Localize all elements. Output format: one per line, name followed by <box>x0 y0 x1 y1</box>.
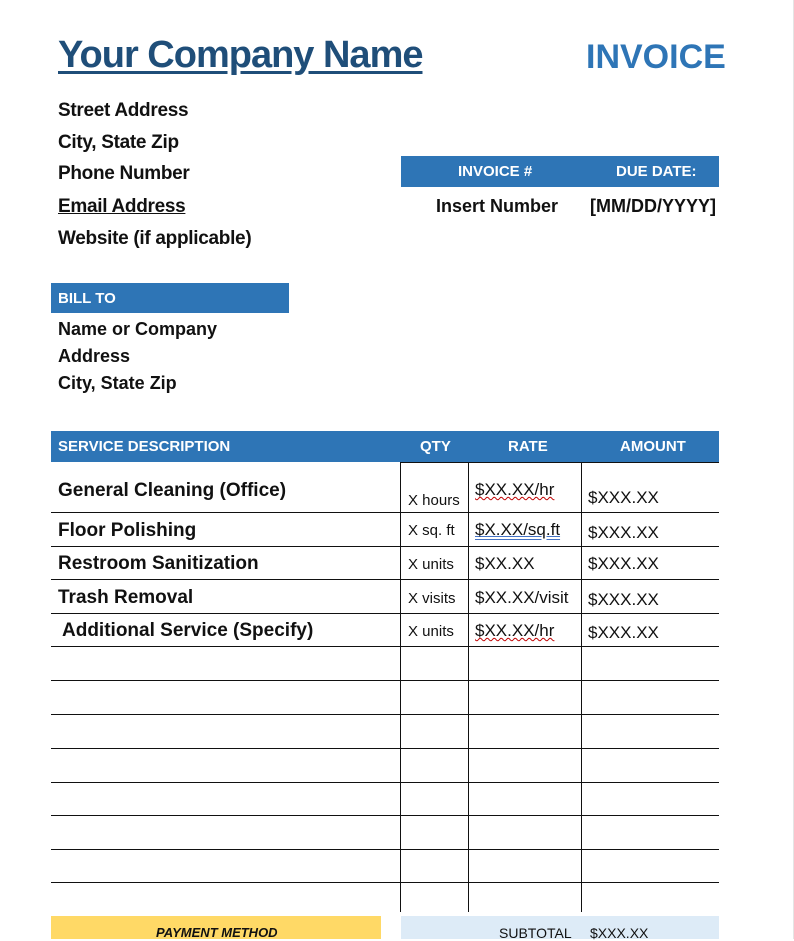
invoice-number-value: Insert Number <box>436 196 559 216</box>
bill-to-address: Address <box>58 346 131 366</box>
header-rate: RATE <box>508 438 548 455</box>
bill-to-bar <box>51 283 289 313</box>
website: Website (if applicable) <box>58 228 252 249</box>
row-3-qty: X units <box>408 556 454 573</box>
payment-method-label: PAYMENT METHOD <box>156 925 278 940</box>
subtotal-bar <box>401 916 719 939</box>
invoice-title: INVOICE <box>586 38 726 76</box>
city-state-zip: City, State Zip <box>58 132 179 153</box>
company-name: Your Company Name <box>58 34 423 76</box>
header-amount: AMOUNT <box>620 438 686 455</box>
due-date-value: [MM/DD/YYYY] <box>590 196 716 216</box>
row-1-description: General Cleaning (Office) <box>58 480 287 501</box>
column-divider <box>581 462 582 912</box>
row-divider <box>51 546 719 547</box>
row-divider <box>51 748 719 749</box>
row-divider <box>51 512 719 513</box>
row-3-rate: $XX.XX <box>475 554 535 573</box>
row-divider <box>400 462 719 463</box>
row-divider <box>51 613 719 614</box>
row-2-rate: $X.XX/sq.ft <box>475 520 561 539</box>
row-divider <box>51 782 719 783</box>
row-divider <box>51 849 719 850</box>
row-divider <box>51 680 719 681</box>
row-1-amount: $XXX.XX <box>588 488 659 507</box>
service-table <box>51 462 719 912</box>
row-3-description: Restroom Sanitization <box>58 553 259 574</box>
row-3-amount: $XXX.XX <box>588 554 659 573</box>
row-5-amount: $XXX.XX <box>588 623 659 642</box>
row-divider <box>51 882 719 883</box>
row-5-rate: $XX.XX/hr <box>475 621 555 640</box>
bill-to-label: BILL TO <box>58 290 116 307</box>
row-5-description: Additional Service (Specify) <box>62 620 314 641</box>
email-address-link[interactable]: Email Address <box>58 196 186 217</box>
row-4-description: Trash Removal <box>58 587 194 608</box>
subtotal-label: SUBTOTAL <box>499 925 572 941</box>
row-1-rate: $XX.XX/hr <box>475 480 555 499</box>
payment-method-bar <box>51 916 381 939</box>
invoice-number-label: INVOICE # <box>458 163 533 180</box>
row-4-amount: $XXX.XX <box>588 590 659 609</box>
street-address: Street Address <box>58 100 189 121</box>
column-divider <box>400 462 401 912</box>
subtotal-value: $XXX.XX <box>590 925 649 941</box>
table-header <box>51 431 719 462</box>
header-service-description: SERVICE DESCRIPTION <box>58 438 231 455</box>
row-4-qty: X visits <box>408 590 456 607</box>
column-divider <box>468 462 469 912</box>
invoice-header-bar <box>401 156 719 187</box>
phone-number: Phone Number <box>58 163 190 184</box>
bill-to-city: City, State Zip <box>58 373 177 393</box>
due-date-label: DUE DATE: <box>616 163 697 180</box>
bill-to-name: Name or Company <box>58 319 218 339</box>
row-1-qty: X hours <box>408 492 460 509</box>
row-2-qty: X sq. ft <box>408 522 455 539</box>
row-divider <box>51 646 719 647</box>
row-divider <box>51 579 719 580</box>
row-2-amount: $XXX.XX <box>588 523 659 542</box>
header-qty: QTY <box>420 438 451 455</box>
row-4-rate: $XX.XX/visit <box>475 588 569 607</box>
row-2-description: Floor Polishing <box>58 520 197 541</box>
row-divider <box>51 815 719 816</box>
row-5-qty: X units <box>408 623 454 640</box>
row-divider <box>51 714 719 715</box>
